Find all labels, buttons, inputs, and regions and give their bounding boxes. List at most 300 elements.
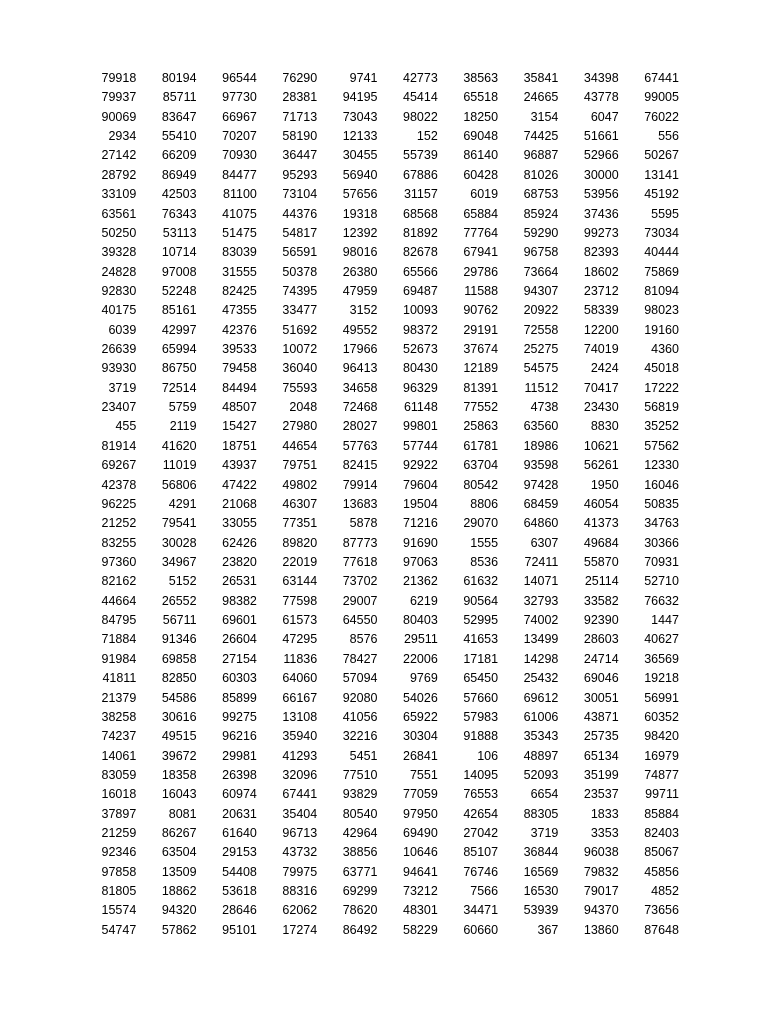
table-cell: 13108 bbox=[282, 709, 318, 724]
table-cell: 34763 bbox=[644, 516, 679, 531]
table-cell: 37674 bbox=[463, 342, 499, 357]
table-row bbox=[76, 495, 679, 514]
table-cell: 28027 bbox=[342, 419, 378, 434]
table-cell: 56261 bbox=[583, 458, 619, 473]
table-row bbox=[76, 282, 679, 301]
table-cell: 6307 bbox=[530, 535, 559, 550]
table-cell: 68568 bbox=[403, 206, 438, 221]
table-cell: 72514 bbox=[161, 380, 197, 395]
table-cell: 23712 bbox=[583, 283, 619, 298]
table-cell: 96329 bbox=[403, 380, 438, 395]
table-cell: 98023 bbox=[644, 303, 679, 318]
table-cell: 21259 bbox=[101, 826, 137, 841]
table-cell: 69046 bbox=[583, 671, 619, 686]
table-cell: 41075 bbox=[222, 206, 257, 221]
table-cell: 80403 bbox=[403, 613, 438, 628]
table-cell: 42773 bbox=[403, 71, 438, 85]
table-cell: 93829 bbox=[342, 787, 378, 802]
table-row bbox=[76, 534, 679, 553]
table-cell: 8576 bbox=[349, 632, 378, 647]
table-cell: 96758 bbox=[523, 245, 559, 260]
table-cell: 63771 bbox=[342, 864, 378, 879]
table-cell: 16979 bbox=[644, 748, 679, 763]
table-cell: 41811 bbox=[102, 671, 137, 686]
table-cell: 77351 bbox=[282, 516, 318, 531]
table-cell: 61640 bbox=[222, 826, 257, 841]
table-cell: 5152 bbox=[168, 574, 197, 589]
table-cell: 49684 bbox=[583, 535, 619, 550]
table-cell: 23537 bbox=[583, 787, 619, 802]
table-cell: 81100 bbox=[223, 187, 257, 202]
table-cell: 42378 bbox=[101, 477, 137, 492]
table-cell: 30000 bbox=[583, 167, 619, 182]
table-cell: 12392 bbox=[342, 225, 378, 240]
table-cell: 16530 bbox=[523, 884, 559, 899]
table-cell: 13860 bbox=[583, 922, 619, 937]
table-row bbox=[76, 476, 679, 495]
table-cell: 3154 bbox=[530, 109, 559, 124]
table-cell: 88316 bbox=[282, 884, 318, 899]
table-cell: 39328 bbox=[101, 245, 137, 260]
table-row bbox=[76, 224, 679, 243]
table-cell: 14061 bbox=[101, 748, 137, 763]
table-cell: 48507 bbox=[222, 400, 257, 415]
table-cell: 84494 bbox=[222, 380, 257, 395]
table-cell: 61148 bbox=[403, 400, 438, 415]
table-cell: 106 bbox=[477, 748, 499, 763]
table-cell: 99275 bbox=[222, 709, 257, 724]
table-cell: 73043 bbox=[342, 109, 378, 124]
table-row bbox=[76, 921, 679, 940]
table-cell: 82425 bbox=[222, 283, 257, 298]
table-cell: 77510 bbox=[342, 767, 378, 782]
table-cell: 50835 bbox=[644, 496, 679, 511]
table-cell: 18862 bbox=[161, 884, 197, 899]
table-cell: 41373 bbox=[583, 516, 619, 531]
table-cell: 26531 bbox=[222, 574, 257, 589]
table-cell: 1950 bbox=[590, 477, 619, 492]
table-cell: 97950 bbox=[403, 806, 438, 821]
table-cell: 11512 bbox=[524, 380, 559, 395]
table-cell: 43871 bbox=[583, 709, 619, 724]
table-cell: 30616 bbox=[161, 709, 197, 724]
table-cell: 73664 bbox=[523, 264, 559, 279]
table-row bbox=[76, 514, 679, 533]
table-cell: 56806 bbox=[161, 477, 197, 492]
table-cell: 85107 bbox=[463, 845, 499, 860]
table-cell: 91888 bbox=[463, 729, 499, 744]
table-cell: 52995 bbox=[463, 613, 499, 628]
table-cell: 32793 bbox=[523, 593, 559, 608]
table-cell: 99273 bbox=[583, 225, 619, 240]
table-cell: 85884 bbox=[644, 806, 679, 821]
table-cell: 50250 bbox=[101, 225, 137, 240]
table-cell: 67441 bbox=[644, 71, 679, 85]
table-cell: 12133 bbox=[342, 129, 378, 144]
table-cell: 13509 bbox=[161, 864, 197, 879]
table-cell: 71884 bbox=[101, 632, 137, 647]
table-cell: 76632 bbox=[644, 593, 679, 608]
table-cell: 30051 bbox=[583, 690, 619, 705]
table-cell: 38856 bbox=[342, 845, 378, 860]
table-cell: 69048 bbox=[463, 129, 499, 144]
table-cell: 455 bbox=[115, 419, 137, 434]
table-cell: 55410 bbox=[161, 129, 197, 144]
table-row bbox=[76, 727, 679, 746]
table-cell: 49552 bbox=[342, 322, 378, 337]
table-row bbox=[76, 205, 679, 224]
table-cell: 13141 bbox=[644, 167, 679, 182]
table-cell: 45018 bbox=[644, 361, 679, 376]
table-cell: 152 bbox=[416, 129, 438, 144]
table-cell: 46054 bbox=[583, 496, 619, 511]
table-cell: 15427 bbox=[222, 419, 257, 434]
table-cell: 57983 bbox=[463, 709, 499, 724]
table-cell: 18358 bbox=[161, 767, 197, 782]
table-cell: 58229 bbox=[403, 922, 438, 937]
table-cell: 79017 bbox=[583, 884, 619, 899]
table-cell: 52966 bbox=[583, 148, 619, 163]
table-cell: 96713 bbox=[282, 826, 318, 841]
table-row bbox=[76, 398, 679, 417]
table-cell: 43778 bbox=[583, 90, 619, 105]
table-cell: 95101 bbox=[222, 922, 257, 937]
table-row bbox=[76, 669, 679, 688]
table-cell: 76746 bbox=[463, 864, 499, 879]
table-cell: 97360 bbox=[101, 554, 137, 569]
table-cell: 79914 bbox=[342, 477, 378, 492]
table-cell: 88305 bbox=[523, 806, 559, 821]
table-cell: 35841 bbox=[523, 71, 559, 85]
table-cell: 19504 bbox=[403, 496, 438, 511]
table-cell: 62062 bbox=[282, 903, 318, 918]
table-cell: 83039 bbox=[222, 245, 257, 260]
table-cell: 94307 bbox=[523, 283, 559, 298]
table-cell: 68459 bbox=[523, 496, 559, 511]
table-cell: 12189 bbox=[463, 361, 499, 376]
table-cell: 16043 bbox=[161, 787, 197, 802]
table-cell: 4291 bbox=[168, 496, 197, 511]
table-cell: 98420 bbox=[644, 729, 679, 744]
table-cell: 99801 bbox=[403, 419, 438, 434]
table-cell: 77598 bbox=[282, 593, 318, 608]
table-cell: 35252 bbox=[644, 419, 679, 434]
table-cell: 65518 bbox=[463, 90, 499, 105]
table-cell: 21252 bbox=[101, 516, 137, 531]
table-cell: 3719 bbox=[530, 826, 559, 841]
table-cell: 86492 bbox=[342, 922, 378, 937]
table-cell: 49802 bbox=[282, 477, 318, 492]
table-cell: 54575 bbox=[523, 361, 559, 376]
table-cell: 70931 bbox=[644, 554, 679, 569]
table-cell: 39672 bbox=[161, 748, 197, 763]
table-cell: 3152 bbox=[349, 303, 378, 318]
table-cell: 29070 bbox=[463, 516, 499, 531]
table-cell: 4852 bbox=[651, 884, 679, 899]
table-cell: 92390 bbox=[583, 613, 619, 628]
table-cell: 86949 bbox=[161, 167, 197, 182]
table-cell: 85161 bbox=[161, 303, 197, 318]
table-cell: 26552 bbox=[161, 593, 197, 608]
table-cell: 20631 bbox=[222, 806, 257, 821]
table-cell: 27042 bbox=[463, 826, 499, 841]
table-cell: 85067 bbox=[644, 845, 679, 860]
table-cell: 73702 bbox=[342, 574, 378, 589]
table-cell: 89820 bbox=[282, 535, 318, 550]
table-cell: 69601 bbox=[222, 613, 257, 628]
table-cell: 30366 bbox=[644, 535, 679, 550]
table-row bbox=[76, 592, 679, 611]
table-cell: 36569 bbox=[644, 651, 679, 666]
table-cell: 29511 bbox=[403, 632, 438, 647]
table-cell: 26398 bbox=[222, 767, 257, 782]
table-cell: 8536 bbox=[470, 554, 499, 569]
table-cell: 77059 bbox=[403, 787, 438, 802]
table-cell: 98372 bbox=[403, 322, 438, 337]
table-cell: 42503 bbox=[161, 187, 197, 202]
table-cell: 82850 bbox=[161, 671, 197, 686]
table-cell: 25432 bbox=[523, 671, 559, 686]
table-cell: 71713 bbox=[282, 109, 318, 124]
table-cell: 65566 bbox=[403, 264, 438, 279]
table-cell: 63144 bbox=[282, 574, 318, 589]
table-cell: 64860 bbox=[523, 516, 559, 531]
table-row bbox=[76, 417, 679, 436]
table-cell: 76553 bbox=[463, 787, 499, 802]
table-cell: 84477 bbox=[222, 167, 257, 182]
table-cell: 67441 bbox=[282, 787, 318, 802]
table-cell: 38563 bbox=[463, 71, 499, 85]
table-cell: 64550 bbox=[342, 613, 378, 628]
table-cell: 5878 bbox=[349, 516, 378, 531]
table-cell: 72558 bbox=[523, 322, 559, 337]
table-cell: 54747 bbox=[101, 922, 137, 937]
table-cell: 71216 bbox=[403, 516, 438, 531]
table-row bbox=[76, 456, 679, 475]
table-cell: 54817 bbox=[282, 225, 318, 240]
table-cell: 48301 bbox=[403, 903, 438, 918]
table-cell: 28603 bbox=[583, 632, 619, 647]
table-cell: 23430 bbox=[583, 400, 619, 415]
table-cell: 6039 bbox=[108, 322, 137, 337]
table-cell: 65134 bbox=[583, 748, 619, 763]
table-cell: 81026 bbox=[523, 167, 559, 182]
table-cell: 17181 bbox=[463, 651, 499, 666]
table-cell: 56711 bbox=[162, 613, 197, 628]
table-cell: 40175 bbox=[101, 303, 137, 318]
table-cell: 67886 bbox=[403, 167, 438, 182]
table-cell: 34471 bbox=[463, 903, 499, 918]
table-cell: 78620 bbox=[342, 903, 378, 918]
table-cell: 74425 bbox=[523, 129, 559, 144]
table-cell: 6654 bbox=[530, 787, 559, 802]
table-cell: 82403 bbox=[644, 826, 679, 841]
table-cell: 26639 bbox=[101, 342, 137, 357]
table-cell: 15574 bbox=[101, 903, 137, 918]
table-cell: 42376 bbox=[222, 322, 257, 337]
table-cell: 74237 bbox=[101, 729, 137, 744]
table-cell: 66209 bbox=[161, 148, 197, 163]
table-cell: 39533 bbox=[222, 342, 257, 357]
table-cell: 21362 bbox=[403, 574, 438, 589]
table-cell: 21068 bbox=[222, 496, 257, 511]
table-cell: 51661 bbox=[583, 129, 619, 144]
table-cell: 56940 bbox=[342, 167, 378, 182]
table-cell: 6047 bbox=[590, 109, 619, 124]
table-cell: 4738 bbox=[530, 400, 559, 415]
table-cell: 53113 bbox=[162, 225, 197, 240]
table-row bbox=[76, 689, 679, 708]
table-cell: 57562 bbox=[644, 438, 679, 453]
table-cell: 14095 bbox=[463, 767, 499, 782]
table-cell: 11588 bbox=[464, 283, 499, 298]
table-row bbox=[76, 243, 679, 262]
table-cell: 26604 bbox=[222, 632, 257, 647]
table-row bbox=[76, 379, 679, 398]
table-cell: 33582 bbox=[583, 593, 619, 608]
table-cell: 60352 bbox=[644, 709, 679, 724]
table-cell: 57763 bbox=[342, 438, 378, 453]
table-cell: 53956 bbox=[583, 187, 619, 202]
table-cell: 72411 bbox=[524, 554, 559, 569]
table-row bbox=[76, 553, 679, 572]
table-cell: 47959 bbox=[342, 283, 378, 298]
table-cell: 2424 bbox=[590, 361, 619, 376]
table-cell: 54026 bbox=[403, 690, 438, 705]
table-cell: 98382 bbox=[222, 593, 257, 608]
table-cell: 30455 bbox=[342, 148, 378, 163]
table-row bbox=[76, 340, 679, 359]
table-cell: 80194 bbox=[161, 71, 197, 85]
table-cell: 8081 bbox=[168, 806, 197, 821]
table-cell: 556 bbox=[658, 129, 679, 144]
table-row bbox=[76, 843, 679, 862]
table-cell: 99005 bbox=[644, 90, 679, 105]
table-cell: 81094 bbox=[644, 283, 679, 298]
table-cell: 28646 bbox=[222, 903, 257, 918]
table-cell: 7566 bbox=[470, 884, 499, 899]
table-cell: 74395 bbox=[282, 283, 318, 298]
table-cell: 18751 bbox=[222, 438, 257, 453]
table-cell: 97858 bbox=[101, 864, 137, 879]
table-cell: 81892 bbox=[403, 225, 438, 240]
table-cell: 99711 bbox=[645, 787, 679, 802]
table-cell: 73034 bbox=[644, 225, 679, 240]
table-cell: 47422 bbox=[222, 477, 257, 492]
table-cell: 81391 bbox=[463, 380, 499, 395]
table-cell: 35343 bbox=[523, 729, 559, 744]
table-row bbox=[76, 166, 679, 185]
table-cell: 97730 bbox=[222, 90, 257, 105]
table-cell: 17222 bbox=[644, 380, 679, 395]
table-cell: 29981 bbox=[222, 748, 257, 763]
table-cell: 41056 bbox=[342, 709, 378, 724]
table-row bbox=[76, 611, 679, 630]
table-cell: 29007 bbox=[342, 593, 378, 608]
table-row bbox=[76, 359, 679, 378]
table-cell: 96216 bbox=[222, 729, 257, 744]
table-cell: 32216 bbox=[342, 729, 378, 744]
table-cell: 74019 bbox=[583, 342, 619, 357]
table-cell: 40627 bbox=[644, 632, 679, 647]
table-cell: 18250 bbox=[463, 109, 499, 124]
table-cell: 41653 bbox=[463, 632, 499, 647]
table-cell: 84795 bbox=[101, 613, 137, 628]
table-cell: 73212 bbox=[403, 884, 438, 899]
table-cell: 46307 bbox=[282, 496, 318, 511]
table-cell: 47295 bbox=[282, 632, 318, 647]
table-cell: 52673 bbox=[403, 342, 438, 357]
table-cell: 74877 bbox=[644, 767, 679, 782]
table-row bbox=[76, 301, 679, 320]
table-cell: 12200 bbox=[583, 322, 619, 337]
table-cell: 10646 bbox=[403, 845, 438, 860]
table-cell: 24714 bbox=[583, 651, 619, 666]
table-cell: 96544 bbox=[222, 71, 257, 85]
table-cell: 6019 bbox=[470, 187, 499, 202]
table-cell: 2048 bbox=[289, 400, 318, 415]
table-cell: 367 bbox=[537, 922, 559, 937]
table-cell: 36040 bbox=[282, 361, 318, 376]
table-cell: 75869 bbox=[644, 264, 679, 279]
table-cell: 35404 bbox=[282, 806, 318, 821]
table-row bbox=[76, 901, 679, 920]
table-cell: 73104 bbox=[282, 187, 318, 202]
table-cell: 92922 bbox=[403, 458, 438, 473]
table-cell: 41293 bbox=[282, 748, 318, 763]
table-cell: 96413 bbox=[342, 361, 378, 376]
table-cell: 19218 bbox=[644, 671, 679, 686]
table-cell: 90762 bbox=[463, 303, 499, 318]
table-cell: 69487 bbox=[403, 283, 438, 298]
table-cell: 73656 bbox=[644, 903, 679, 918]
table-cell: 50378 bbox=[282, 264, 318, 279]
table-cell: 63704 bbox=[463, 458, 499, 473]
table-cell: 45192 bbox=[644, 187, 679, 202]
table-cell: 57744 bbox=[403, 438, 438, 453]
table-cell: 69299 bbox=[342, 884, 378, 899]
table-cell: 26841 bbox=[403, 748, 438, 763]
table-cell: 59290 bbox=[523, 225, 559, 240]
table-cell: 91984 bbox=[101, 651, 137, 666]
table-cell: 16569 bbox=[523, 864, 559, 879]
table-cell: 44664 bbox=[101, 593, 137, 608]
table-cell: 56819 bbox=[644, 400, 679, 415]
table-cell: 33055 bbox=[222, 516, 257, 531]
table-cell: 98016 bbox=[342, 245, 378, 260]
table-cell: 96225 bbox=[101, 496, 137, 511]
table-cell: 63561 bbox=[101, 206, 137, 221]
table-row bbox=[76, 805, 679, 824]
table-cell: 37436 bbox=[583, 206, 619, 221]
table-cell: 18986 bbox=[523, 438, 559, 453]
table-cell: 53618 bbox=[222, 884, 257, 899]
table-cell: 79541 bbox=[161, 516, 197, 531]
table-cell: 50267 bbox=[644, 148, 679, 163]
table-row bbox=[76, 437, 679, 456]
table-cell: 97428 bbox=[523, 477, 559, 492]
table-cell: 22006 bbox=[403, 651, 438, 666]
table-cell: 4360 bbox=[651, 342, 679, 357]
table-cell: 8830 bbox=[590, 419, 619, 434]
table-cell: 60303 bbox=[222, 671, 257, 686]
table-cell: 25275 bbox=[523, 342, 559, 357]
table-cell: 69612 bbox=[523, 690, 559, 705]
table-cell: 21379 bbox=[101, 690, 137, 705]
table-cell: 61781 bbox=[463, 438, 499, 453]
table-cell: 44654 bbox=[282, 438, 318, 453]
table-cell: 97008 bbox=[161, 264, 197, 279]
